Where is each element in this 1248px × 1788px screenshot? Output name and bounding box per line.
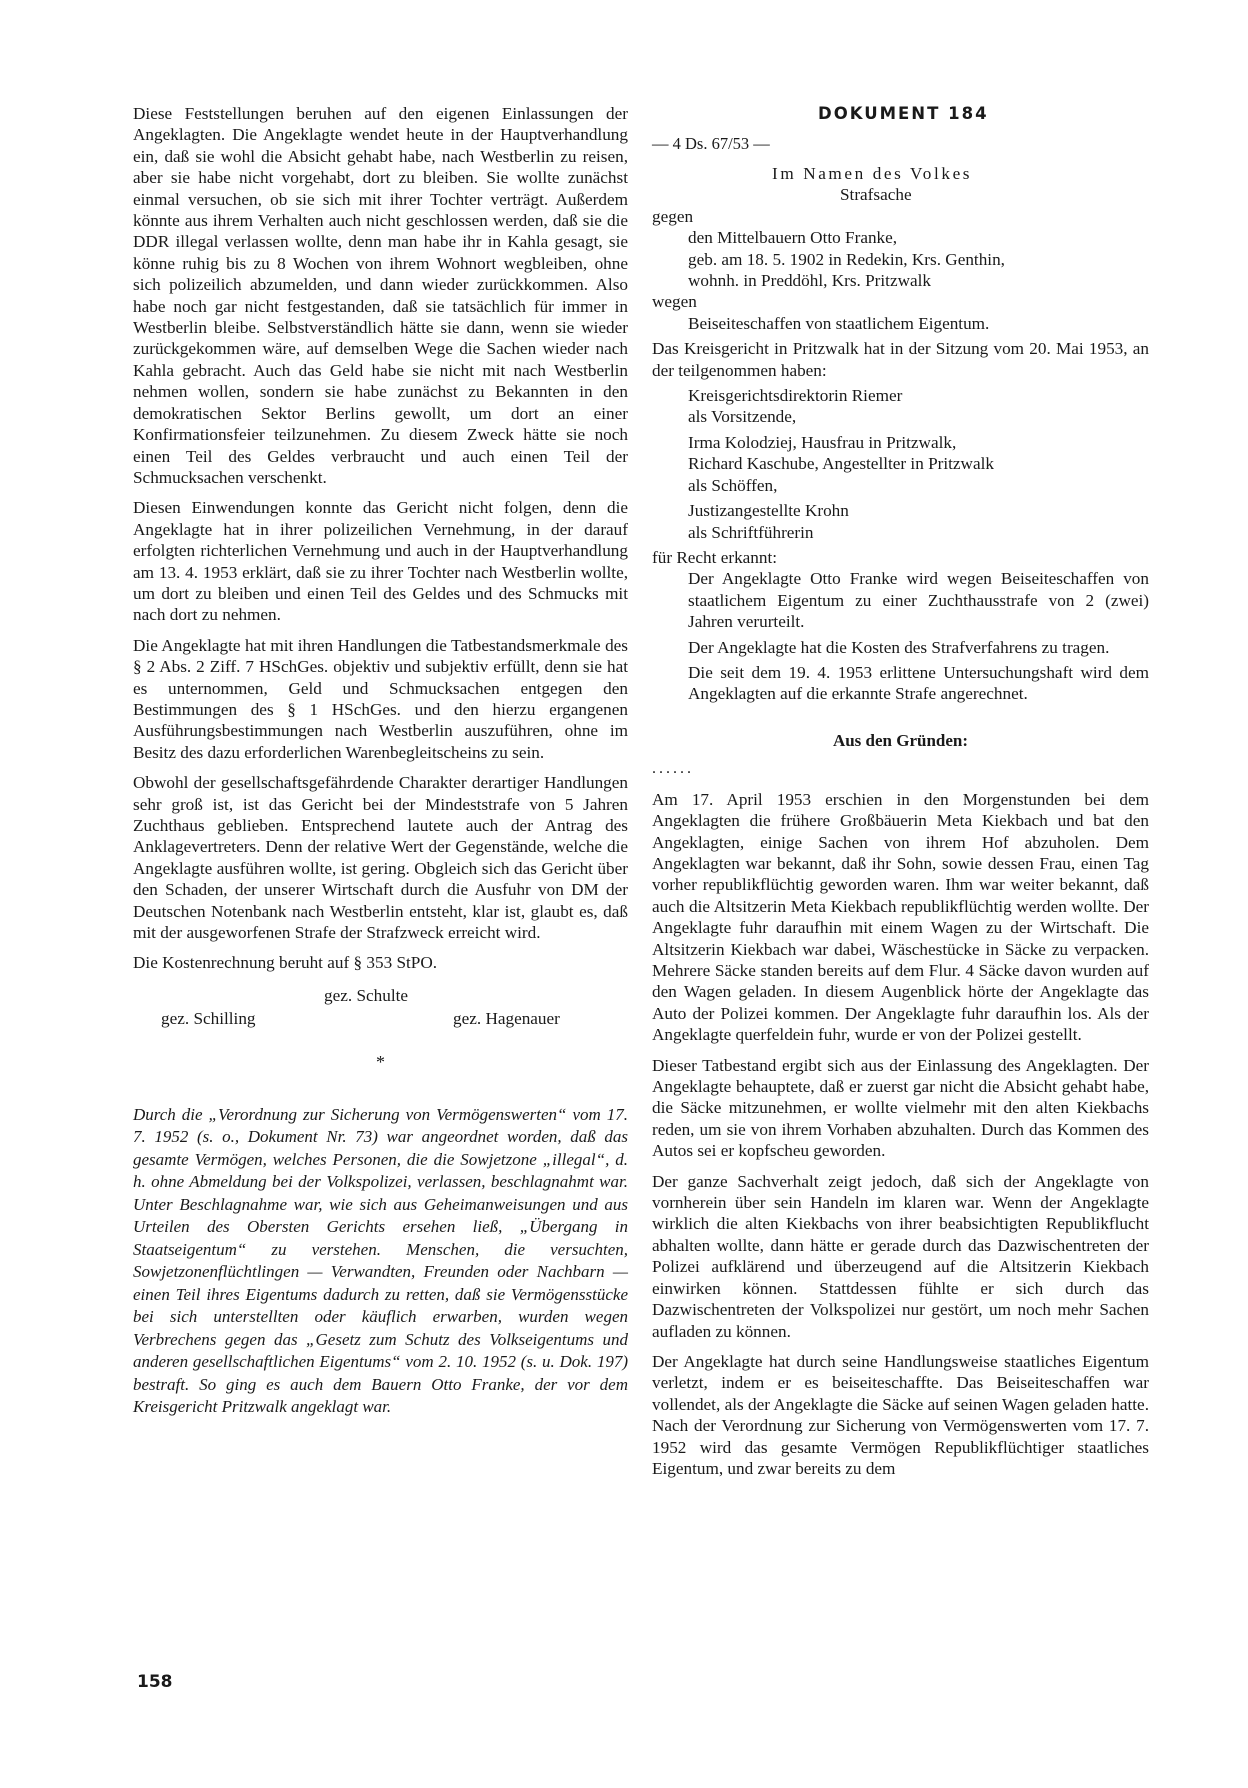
section-heading: Aus den Gründen: (832, 730, 969, 750)
panel-line: Richard Kaschube, Angestellter in Pritzwalk (688, 454, 994, 474)
case-number: — 4 Ds. 67/53 — (652, 134, 770, 153)
defendant-line: den Mittelbauern Otto Franke, (688, 228, 898, 248)
defendant-line: wohnh. in Preddöhl, Krs. Pritzwalk (688, 271, 931, 291)
paragraph: Dieser Tatbestand ergibt sich aus der Einlassung des Angeklagten. Der Angeklagte behauptete, daß er zuerst gar nicht die Absicht gehabt habe, die Säcke mitzunehmen, er wollte vielmehr mit den alten Kiekbachs reden, um sie von ihrem Vorhaben abzuhalten. Durch das Kommen des Autos sei er kopfscheu geworden. (652, 1055, 1149, 1161)
signature-schulte: gez. Schulte (324, 985, 408, 1005)
im-namen-des-volkes: Im Namen des Volkes (772, 164, 973, 183)
paragraph: Der ganze Sachverhalt zeigt jedoch, daß sich der Angeklagte von vornherein über sein Handeln im klaren war. Wenn der Angeklagte wirklich die alten Kiekbachs von ihrer beabsichtigten Republikflucht abhalten wollte, dann hätte er gerade durch das Dazwischentreten der Polizei aufklärend und überzeugend auf die Altsitzerin Kiekbach einwirken können. Stattdessen fühlte er sich durch das Dazwischentreten der Volkspolizei nur gestört, um noch mehr Sachen aufladen zu können. (652, 1171, 1149, 1341)
document-title: DOKUMENT 184 (818, 104, 989, 123)
editorial-note: Durch die „Verordnung zur Sicherung von Vermögenswerten“ vom 17. 7. 1952 (s. o., Dokument Nr. 73) war angeordnet worden, daß das gesamte Vermögen, welches Personen, die die Sowjetzone „illegal“, d. h. ohne Abmeldung bei der Volkspolizei, verlassen, beschlagnahmt war. Unter Beschlagnahme war, wie sich aus Geheimanweisungen und aus Urteilen des Obersten Gerichts ersehen ließ, „Übergang in Staatseigentum“ zu verstehen. Menschen, die versuchten, Sowjetzonenflüchtlingen — Verwandten, Freunden oder Nachbarn — einen Teil ihres Eigentums dadurch zu retten, daß sie Vermögensstücke bei sich unterstellten oder käuflich erwarben, wurden wegen Verbrechens gegen das „Gesetz zum Schutz des Volkseigentums und anderen gesellschaftlichen Eigentums“ vom 2. 10. 1952 (s. u. Dok. 197) bestraft. So ging es auch dem Bauern Otto Franke, der vor dem Kreisgericht Pritzwalk angeklagt war. (133, 1104, 628, 1417)
panel-line: als Schriftführerin (688, 522, 814, 542)
paragraph: Die Angeklagte hat mit ihren Handlungen die Tatbestandsmerkmale des § 2 Abs. 2 Ziff. 7 HSchGes. objektiv und subjektiv erfüllt, denn sie hat es unternommen, Geld und Schmucksachen entgegen den Bestimmungen des § 1 HSchGes. und den hierzu ergangenen Ausführungsbestimmungen nach Westberlin auszuführen, ohne im Besitz des dazu erforderlichen Warenbegleitscheins zu sein. (133, 635, 628, 762)
signature-schilling: gez. Schilling (161, 1008, 256, 1028)
strafsache-label: Strafsache (840, 185, 912, 205)
paragraph: Obwohl der gesellschaftsgefährdende Charakter derartiger Handlungen sehr groß ist, ist das Gericht bei der Mindeststrafe von 5 Jahren Zuchthaus geblieben. Entsprechend lautete auch der Antrag des Anklagevertreters. Denn der relative Wert der Gegenstände, welche die Angeklagte ausführen wollte, ist gering. Obgleich sich das Gericht über den Schaden, der unserer Wirtschaft durch die Ausfuhr von DM der Deutschen Notenbank nach Westberlin entsteht, klar ist, glaubt es, daß mit der ausgeworfenen Strafe der Strafzweck erreicht wird. (133, 773, 628, 943)
page-number: 158 (137, 1672, 173, 1692)
defendant-line: geb. am 18. 5. 1902 in Redekin, Krs. Genthin, (688, 249, 1005, 269)
panel-line: als Vorsitzende, (688, 407, 797, 427)
panel-line: Kreisgerichtsdirektorin Riemer (688, 386, 903, 406)
paragraph: Der Angeklagte hat durch seine Handlungsweise staatliches Eigentum verletzt, indem er es beiseiteschaffte. Das Beiseiteschaffen war vollendet, als der Angeklagte die Säcke auf seinen Wagen geladen hatte. Nach der Verordnung zur Sicherung von Vermögenswerten vom 17. 7. 1952 wird das gesamte Vermögen Republikflüchtiger staatliches Eigentum, und zwar bereits zu dem (652, 1351, 1149, 1478)
signature-block (133, 986, 628, 1044)
paragraph: Die Kostenrechnung beruht auf § 353 StPO. (133, 953, 438, 973)
omission-dots: ...... (652, 759, 694, 777)
verdict-paragraph: Der Angeklagte Otto Franke wird wegen Beiseiteschaffen von staatlichem Eigentum zu einer Zuchthausstrafe von 2 (zwei) Jahren verurteilt. (688, 569, 1149, 632)
section-separator: * (376, 1051, 385, 1072)
paragraph: Diese Feststellungen beruhen auf den eigenen Einlassungen der Angeklagten. Die Angeklagte wendet heute in der Hauptverhandlung ein, daß sie wohl die Absicht gehabt habe, nach Westberlin zu reisen, aber sie habe nicht vorgehabt, dort zu bleiben. Sie wollte zunächst einmal versuchen, ob sie sich mit ihrer Tochter verträgt. Außerdem könnte aus ihrem Verhalten auch nicht geschlossen werden, daß sie die DDR illegal verlassen wollte, denn man habe ihr in Kahla gesagt, sie könne ruhig bis zu 8 Wochen von ihrem Wohnort wegbleiben, ohne sich polizeilich abzumelden, und dann wieder zurückkommen. Also habe noch gar nicht festgestanden, daß sie tatsächlich für immer in Westberlin bleibe. Selbstverständlich hätte sie dann, wenn sie wieder zurückgekommen wäre, auf demselben Wege die Sachen wieder nach Kahla gebracht. Auch das Geld habe sie nicht mit nach Westberlin nehmen wollen, sondern sie habe zunächst zu Bekannten in den demokratischen Sektor Berlins gewollt, um dort an einer Konfirmationsfeier teilzunehmen. Zu diesem Zweck hätte sie noch einen Teil des Geldes verbraucht und auch einen Teil der Schmucksachen verschenkt. (133, 104, 628, 487)
verdict-paragraph: Die seit dem 19. 4. 1953 erlittene Untersuchungshaft wird dem Angeklagten auf die erkannte Strafe angerechnet. (688, 662, 1149, 704)
signature-hagenauer: gez. Hagenauer (453, 1008, 560, 1028)
panel-line: Justizangestellte Krohn (688, 501, 849, 521)
charge: Beiseiteschaffen von staatlichem Eigentum. (688, 313, 990, 333)
left-column (133, 103, 628, 1419)
verdict-paragraph: Der Angeklagte hat die Kosten des Strafverfahrens zu tragen. (688, 637, 1110, 657)
right-column (652, 103, 1149, 1479)
court-intro: Das Kreisgericht in Pritzwalk hat in der Sitzung vom 20. Mai 1953, an der teilgenommen haben: (652, 339, 1149, 380)
gegen-label: gegen (652, 206, 694, 226)
wegen-label: wegen (652, 292, 697, 312)
fuer-recht-erkannt: für Recht erkannt: (652, 547, 778, 567)
panel-line: als Schöffen, (688, 475, 778, 495)
panel-line: Irma Kolodziej, Hausfrau in Pritzwalk, (688, 432, 957, 452)
paragraph: Am 17. April 1953 erschien in den Morgenstunden bei dem Angeklagten die frühere Großbäuerin Meta Kiekbach und bat den Angeklagten, einige Sachen von ihrem Hof abzuholen. Dem Angeklagten war bekannt, daß ihr Sohn, sowie dessen Frau, einen Tag vorher republikflüchtig geworden waren. Ihm war weiter bekannt, daß auch die Altsitzerin Meta Kiekbach republikflüchtig werden wollte. Der Angeklagte fuhr daraufhin mit einem Wagen zu der Wirtschaft. Die Altsitzerin Kiekbach war dabei, Wäschestücke in Säcke zu verpacken. Mehrere Säcke standen bereits auf dem Flur. 4 Säcke davon wurden auf den Wagen geladen. In diesem Augenblick hörte der Angeklagte das Auto der Polizei kommen. Der Angeklagte fuhr daraufhin los. Als der Angeklagte querfeldein fuhr, wurde er von der Polizei gestellt. (652, 789, 1149, 1045)
paragraph: Diesen Einwendungen konnte das Gericht nicht folgen, denn die Angeklagte hat in ihrer polizeilichen Vernehmung, in der darauf erfolgten richterlichen Vernehmung und auch in der Hauptverhandlung am 13. 4. 1953 erklärt, daß sie zu ihrer Tochter nach Westberlin wollte, um dort zu bleiben und einen Teil des Geldes und des Schmucks mit nach dort zu nehmen. (133, 498, 628, 625)
